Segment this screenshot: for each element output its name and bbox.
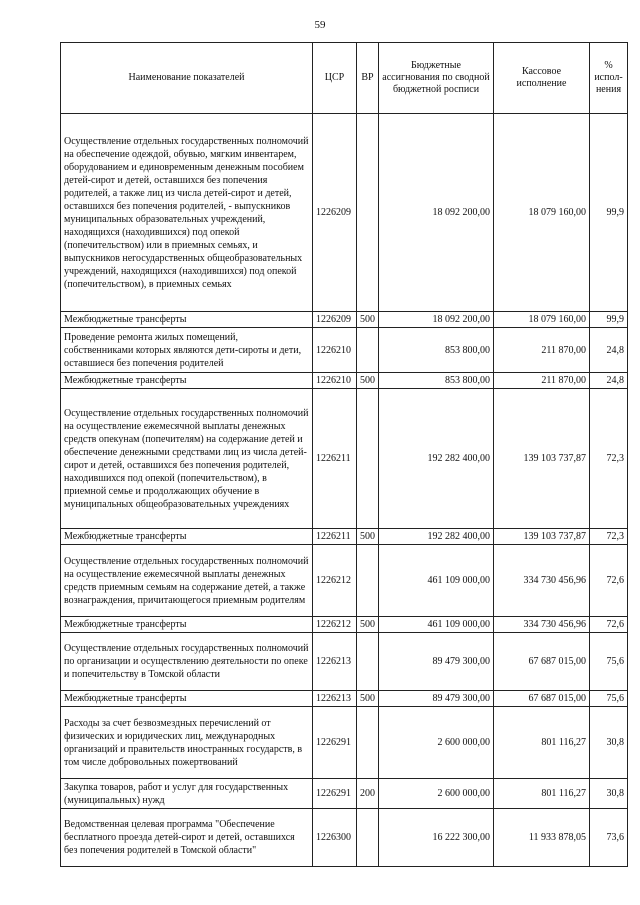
budget-execution-table: [60, 42, 628, 867]
row-cash: 334 730 456,96: [494, 617, 590, 633]
row-name: Межбюджетные трансферты: [61, 691, 313, 707]
table-row: [61, 809, 628, 867]
table-row: [61, 529, 628, 545]
row-percent: 99,9: [590, 312, 628, 328]
row-vr: 200: [357, 779, 379, 809]
row-cash: 67 687 015,00: [494, 691, 590, 707]
row-csr: 1226209: [313, 312, 357, 328]
row-csr: 1226291: [313, 779, 357, 809]
row-name: Расходы за счет безвозмездных перечислений от физических и юридических лиц, международных организаций и правительств иностранных государств, в том числе добровольных пожертвований: [61, 707, 313, 779]
table-row: [61, 373, 628, 389]
row-percent: 75,6: [590, 633, 628, 691]
row-cash: 139 103 737,87: [494, 389, 590, 529]
row-vr: [357, 809, 379, 867]
row-vr: [357, 545, 379, 617]
table-row: [61, 114, 628, 312]
row-cash: 18 079 160,00: [494, 114, 590, 312]
row-name: Осуществление отдельных государственных полномочий на осуществление ежемесячной выплаты денежных средств опекунам (попечителям) на содержание детей и обеспечение денежными средствами лиц из числа детей-сирот и детей, оставшихся без попечения родителей, находившихся под опекой (попечительством), в приемной семье и продолжающих обучение в муниципальных общеобразовательных учреждениях: [61, 389, 313, 529]
row-name: Межбюджетные трансферты: [61, 529, 313, 545]
header-cash: Кассовое исполнение: [494, 43, 590, 114]
table-header-row: [61, 43, 628, 114]
table-row: [61, 779, 628, 809]
row-percent: 72,3: [590, 529, 628, 545]
row-cash: 801 116,27: [494, 779, 590, 809]
table-row: [61, 389, 628, 529]
page-number: 59: [314, 19, 326, 31]
row-name: Проведение ремонта жилых помещений, собственниками которых являются дети-сироты и дети, оставшиеся без попечения родителей: [61, 328, 313, 373]
row-vr: 500: [357, 617, 379, 633]
row-budget: 16 222 300,00: [379, 809, 494, 867]
row-vr: 500: [357, 373, 379, 389]
row-cash: 18 079 160,00: [494, 312, 590, 328]
row-vr: [357, 633, 379, 691]
row-budget: 89 479 300,00: [379, 691, 494, 707]
table-row: [61, 707, 628, 779]
table-row: [61, 328, 628, 373]
row-name: Осуществление отдельных государственных полномочий на обеспечение одеждой, обувью, мягким инвентарем, оборудованием и единовременным денежным пособием детей-сирот и детей, оставшихся без попечения родителей, а также лиц из числа детей-сирот и детей, оставшихся без попечения родителей, - выпускников муниципальных образовательных учреждений, находящихся (находившихся) под опекой (попечительством) или в приемных семьях, и выпускников негосударственных общеобразовательных учреждений, находящихся (находившихся) под опекой (попечительством), в приемных семьях: [61, 114, 313, 312]
row-percent: 72,6: [590, 545, 628, 617]
row-percent: 73,6: [590, 809, 628, 867]
row-budget: 461 109 000,00: [379, 617, 494, 633]
row-cash: 334 730 456,96: [494, 545, 590, 617]
row-vr: 500: [357, 691, 379, 707]
row-cash: 11 933 878,05: [494, 809, 590, 867]
row-name: Закупка товаров, работ и услуг для государственных (муниципальных) нужд: [61, 779, 313, 809]
row-csr: 1226211: [313, 529, 357, 545]
row-percent: 30,8: [590, 707, 628, 779]
row-vr: [357, 389, 379, 529]
table-row: [61, 312, 628, 328]
row-percent: 72,6: [590, 617, 628, 633]
row-csr: 1226212: [313, 617, 357, 633]
row-name: Межбюджетные трансферты: [61, 617, 313, 633]
row-cash: 67 687 015,00: [494, 633, 590, 691]
row-csr: 1226212: [313, 545, 357, 617]
row-budget: 2 600 000,00: [379, 779, 494, 809]
row-name: Ведомственная целевая программа "Обеспечение бесплатного проезда детей-сирот и детей, оставшихся без попечения родителей в Томской области": [61, 809, 313, 867]
row-budget: 2 600 000,00: [379, 707, 494, 779]
row-percent: 24,8: [590, 328, 628, 373]
row-vr: 500: [357, 529, 379, 545]
row-vr: [357, 707, 379, 779]
row-csr: 1226213: [313, 633, 357, 691]
header-vr: ВР: [357, 43, 379, 114]
row-percent: 75,6: [590, 691, 628, 707]
row-percent: 99,9: [590, 114, 628, 312]
row-name: Межбюджетные трансферты: [61, 312, 313, 328]
row-budget: 192 282 400,00: [379, 389, 494, 529]
row-percent: 30,8: [590, 779, 628, 809]
header-budget: Бюджетные ассигнования по сводной бюджетной росписи: [379, 43, 494, 114]
row-vr: 500: [357, 312, 379, 328]
row-budget: 192 282 400,00: [379, 529, 494, 545]
row-percent: 24,8: [590, 373, 628, 389]
row-name: Осуществление отдельных государственных полномочий по организации и осуществлению деятельности по опеке и попечительству в Томской области: [61, 633, 313, 691]
row-budget: 18 092 200,00: [379, 114, 494, 312]
row-cash: 211 870,00: [494, 328, 590, 373]
row-name: Осуществление отдельных государственных полномочий на осуществление ежемесячной выплаты денежных средств приемным семьям на содержание детей, а также вознаграждения, причитающегося приемным родителям: [61, 545, 313, 617]
row-csr: 1226291: [313, 707, 357, 779]
row-percent: 72,3: [590, 389, 628, 529]
row-csr: 1226300: [313, 809, 357, 867]
header-name: Наименование показателей: [61, 43, 313, 114]
row-cash: 211 870,00: [494, 373, 590, 389]
row-budget: 853 800,00: [379, 373, 494, 389]
row-csr: 1226210: [313, 373, 357, 389]
table-row: [61, 691, 628, 707]
row-csr: 1226213: [313, 691, 357, 707]
header-percent: % испол-нения: [590, 43, 628, 114]
table-row: [61, 633, 628, 691]
row-budget: 853 800,00: [379, 328, 494, 373]
row-cash: 139 103 737,87: [494, 529, 590, 545]
row-csr: 1226210: [313, 328, 357, 373]
row-name: Межбюджетные трансферты: [61, 373, 313, 389]
row-csr: 1226209: [313, 114, 357, 312]
row-cash: 801 116,27: [494, 707, 590, 779]
table-row: [61, 545, 628, 617]
row-vr: [357, 114, 379, 312]
row-budget: 461 109 000,00: [379, 545, 494, 617]
row-csr: 1226211: [313, 389, 357, 529]
header-csr: ЦСР: [313, 43, 357, 114]
table-row: [61, 617, 628, 633]
row-vr: [357, 328, 379, 373]
row-budget: 18 092 200,00: [379, 312, 494, 328]
row-budget: 89 479 300,00: [379, 633, 494, 691]
